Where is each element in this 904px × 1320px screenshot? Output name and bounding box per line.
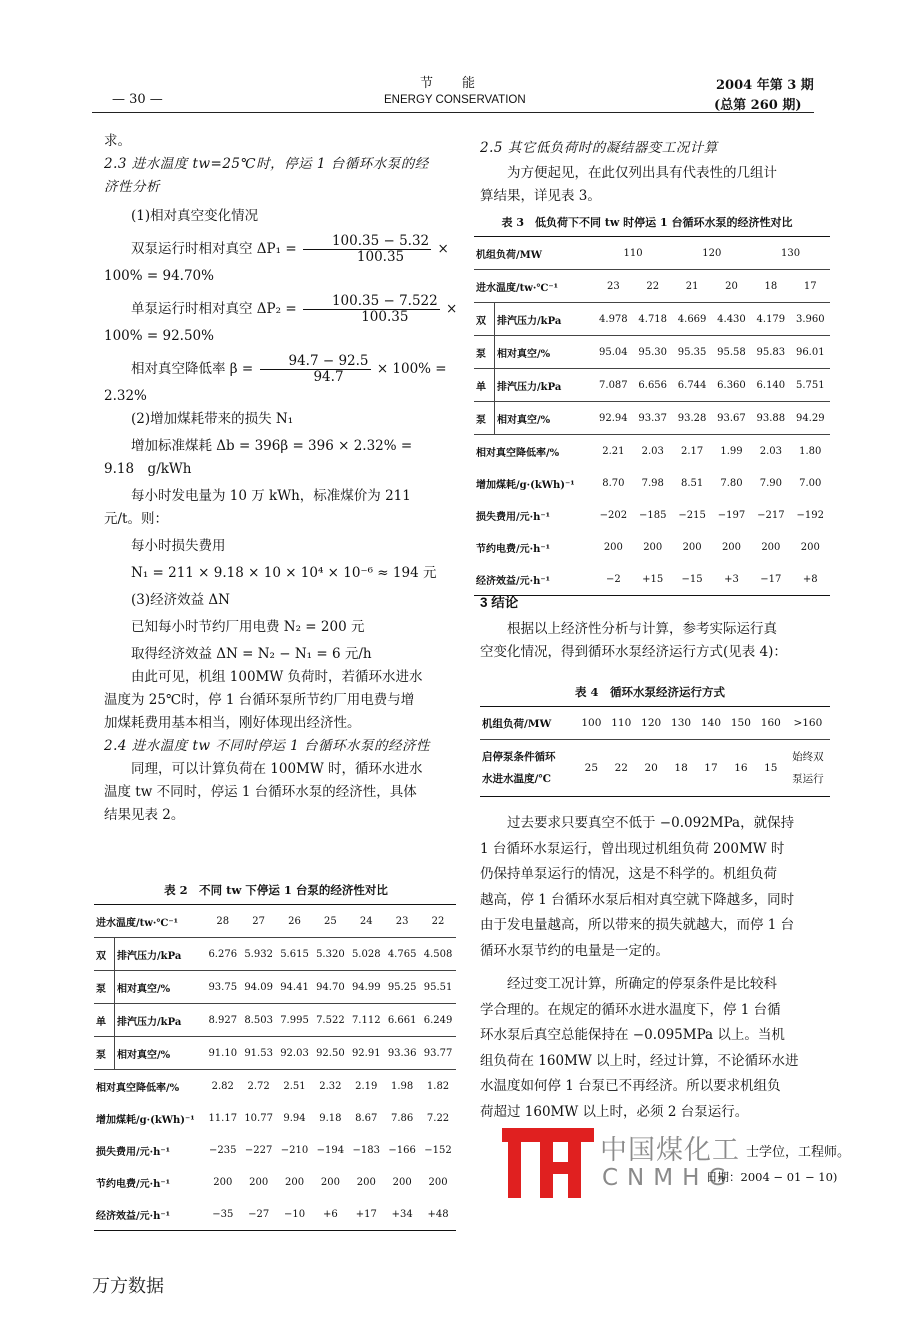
table3-cell: 5.751 <box>795 379 825 391</box>
table3-cell: 8.51 <box>680 477 704 489</box>
table2-cell: 200 <box>428 1176 448 1188</box>
table2-cell: 91.53 <box>244 1047 273 1059</box>
table3-cell: −197 <box>717 509 746 521</box>
table4-load: >160 <box>793 717 823 729</box>
right-column-conclusion <box>480 591 820 664</box>
table2-temp: 22 <box>431 915 445 927</box>
table4-last <box>786 740 830 797</box>
table3-row-label: 增加煤耗/g·(kWh)⁻¹ <box>476 479 575 491</box>
right-column-bottom <box>480 811 820 1125</box>
table4-temp: 18 <box>674 762 688 774</box>
table4 <box>480 706 830 797</box>
table3-row-label: 节约电费/元·h⁻¹ <box>476 543 551 555</box>
table4-cond-label <box>480 740 576 797</box>
table4-temp: 17 <box>704 762 718 774</box>
equation-label: 相对真空降低率 β = <box>131 361 254 377</box>
numerator: 94.7 − 92.5 <box>260 354 371 370</box>
table2-cell: 9.18 <box>319 1112 342 1124</box>
paragraph: 由此可见，机组 100MW 负荷时，若循环水进水 <box>131 669 423 685</box>
table3-load-label: 机组负荷/MW <box>476 249 542 261</box>
table2-cell: 94.70 <box>316 981 345 993</box>
table4-cond-label-line2: 水进水温度/℃ <box>482 773 551 785</box>
table2-cell: 94.99 <box>351 981 381 993</box>
table3-cell: 7.00 <box>799 477 822 489</box>
table3-cell: 93.28 <box>677 412 707 424</box>
table4-temp: 20 <box>644 762 658 774</box>
table3-cell: 2.03 <box>759 445 782 457</box>
table4-load-label: 机组负荷/MW <box>482 717 552 730</box>
table3-cell: 95.35 <box>677 346 707 358</box>
table2-cell: 8.503 <box>244 1014 273 1026</box>
table2-cell: 95.25 <box>387 981 417 993</box>
table3-cell: 96.01 <box>795 346 825 358</box>
paragraph: 温度 tw 不同时，停运 1 台循环水泵的经济性，具体 <box>104 784 417 800</box>
paragraph: 荷超过 160MW 以上时，必须 2 台泵运行。 <box>480 1103 749 1120</box>
equation-beta <box>104 354 454 385</box>
cnmhg-logo-icon <box>502 1128 594 1198</box>
table3-cell: −17 <box>760 573 782 585</box>
table3-cell: −202 <box>599 509 628 521</box>
paragraph: 由于发电量越高，所以带来的损失就越大，而停 1 台 <box>480 917 795 933</box>
table3-cell: 200 <box>800 541 820 553</box>
table2-cell: 93.75 <box>208 981 238 993</box>
equation-result: 2.32% <box>104 388 147 404</box>
table2-header-label: 进水温度/tw·℃⁻¹ <box>96 917 179 929</box>
table3-cell: 7.90 <box>759 477 782 489</box>
table3-cell: 6.744 <box>677 379 707 391</box>
table2-cell: 2.72 <box>247 1080 270 1092</box>
table2-cell: 2.32 <box>319 1080 342 1092</box>
table3-cell: 4.430 <box>717 313 746 325</box>
table2-caption: 表 2 不同 tw 下停运 1 台泵的经济性对比 <box>164 883 388 897</box>
table3-temp: 21 <box>685 280 699 292</box>
table2-temp: 26 <box>288 915 301 927</box>
table2-cell: 91.10 <box>208 1047 238 1059</box>
table3-row-label: 相对真空/% <box>497 414 551 426</box>
equation-n1: N₁ = 211 × 9.18 × 10 × 10⁴ × 10⁻⁶ ≈ 194 元 <box>131 565 437 581</box>
table2-cell: 2.51 <box>283 1080 306 1092</box>
table2-side-label: 泵 <box>94 971 115 1004</box>
subheading-1: (1)相对真空变化情况 <box>131 208 259 224</box>
received-date: 日期：2004 − 01 − 10) <box>706 1170 838 1184</box>
table2-cell: −210 <box>280 1144 309 1156</box>
table4-caption: 表 4 循环水泵经济运行方式 <box>574 685 725 699</box>
table2-row-label: 排汽压力/kPa <box>117 950 182 962</box>
table2-cell: 200 <box>213 1176 233 1188</box>
denominator: 100.35 <box>356 249 405 265</box>
table4-cond-label-line1: 启停泵条件循环 <box>482 751 556 763</box>
equation-result: 100% = 92.50% <box>104 328 214 344</box>
paragraph: 循环水泵节约的电量是一定的。 <box>480 942 669 959</box>
author-note: 士学位，工程师。 <box>746 1145 851 1160</box>
table2-row-label: 相对真空/% <box>117 1049 171 1061</box>
table2-cell: 95.51 <box>423 981 453 993</box>
table3-cell: 95.30 <box>638 346 668 358</box>
table2-row-label: 相对真空/% <box>117 983 171 995</box>
table4-temp: 16 <box>734 762 748 774</box>
table3-cell: 1.80 <box>799 445 822 457</box>
table3-row-label: 经济效益/元·h⁻¹ <box>476 575 551 587</box>
table3-cell: +3 <box>724 573 739 585</box>
table2-cell: 5.615 <box>280 948 309 960</box>
table4-load: 130 <box>671 717 692 729</box>
table3-row-label: 排汽压力/kPa <box>497 381 562 393</box>
table3-load: 120 <box>702 247 722 259</box>
table2-cell: 6.661 <box>387 1014 417 1026</box>
watermark-cn: 中国煤化工 <box>600 1135 740 1166</box>
table2-cell: −227 <box>244 1144 273 1156</box>
paragraph: 求。 <box>104 133 131 149</box>
table3-cell: 7.80 <box>720 477 743 489</box>
table2-cell: 200 <box>392 1176 412 1188</box>
table3-row-label: 排汽压力/kPa <box>497 315 562 327</box>
equation-dp1 <box>104 234 454 265</box>
table2-cell: 10.77 <box>244 1112 273 1124</box>
subheading-3: (3)经济效益 ΔN <box>131 592 230 608</box>
paragraph: 1 台循环水泵运行，曾出现过机组负荷 200MW 时 <box>480 840 785 857</box>
table2-cell: 5.320 <box>316 948 345 960</box>
table2-cell: 4.508 <box>423 948 453 960</box>
paragraph: 已知每小时节约厂用电费 N₂ = 200 元 <box>131 619 365 635</box>
table3-side-label: 泵 <box>474 402 495 435</box>
table2-cell: 92.03 <box>280 1047 309 1059</box>
paragraph: 根据以上经济性分析与计算，参考实际运行真 <box>507 621 777 637</box>
table3-row-label: 相对真空/% <box>497 348 551 360</box>
equation-result: 100% = 94.70% <box>104 268 214 284</box>
paragraph: 同理，可以计算负荷在 100MW 时，循环水进水 <box>131 761 423 777</box>
paragraph: 学合理的。在规定的循环水进水温度下，停 1 台循 <box>480 1001 781 1018</box>
table3-cell: 92.94 <box>599 412 628 424</box>
table2-cell: 4.765 <box>387 948 417 960</box>
table2-cell: −27 <box>248 1208 270 1220</box>
table3-cell: 94.29 <box>795 412 825 424</box>
table2-temp: 25 <box>324 915 337 927</box>
table3-cell: 4.179 <box>756 313 786 325</box>
table2 <box>94 904 456 1231</box>
table3-cell: 200 <box>721 541 742 553</box>
equation-label: 单泵运行时相对真空 ΔP₂ = <box>131 301 297 317</box>
table3-cell: 7.98 <box>641 477 664 489</box>
issue: 2004 年第 3 期 <box>716 78 814 93</box>
table3-cell: 2.03 <box>641 445 664 457</box>
paragraph: 水温度如何停 1 台泵已不再经济。所以要求机组负 <box>480 1078 781 1094</box>
paragraph: 增加标准煤耗 Δb = 396β = 396 × 2.32% = <box>131 438 413 454</box>
paragraph: 加煤耗费用基本相当，刚好体现出经济性。 <box>104 715 361 731</box>
table2-cell: 11.17 <box>208 1112 238 1124</box>
table4-load: 140 <box>700 717 721 729</box>
table3-cell: 3.960 <box>795 313 825 325</box>
table3-cell: 200 <box>643 541 663 553</box>
paragraph: 仍保持单泵运行的情况，这是不科学的。机组负荷 <box>480 866 777 882</box>
table3-cell: 95.58 <box>717 346 746 358</box>
table3-caption: 表 3 低负荷下不同 tw 时停运 1 台循环水泵的经济性对比 <box>501 216 793 229</box>
table3-cell: 6.656 <box>638 379 668 391</box>
table2-temp: 28 <box>216 915 230 927</box>
total-issue: (总第 260 期) <box>714 98 802 113</box>
times-sign: × <box>446 301 458 317</box>
table2-cell: −183 <box>352 1144 380 1156</box>
paragraph: 温度为 25℃时，停 1 台循环泵所节约厂用电费与增 <box>104 692 415 708</box>
table3-side-label: 双 <box>474 303 495 336</box>
section-heading-3: 3 结论 <box>480 595 519 610</box>
table3-cell: 200 <box>682 541 702 553</box>
table2-cell: 5.932 <box>244 948 273 960</box>
equation-label: 双泵运行时相对真空 ΔP₁ = <box>131 241 297 257</box>
table2-row-label: 相对真空降低率/% <box>96 1082 180 1094</box>
table2-cell: −166 <box>388 1144 416 1156</box>
table3-temp: 18 <box>764 280 778 292</box>
header-rule <box>92 112 814 113</box>
table3-cell: +8 <box>802 573 818 585</box>
table4-temp: 25 <box>584 762 599 774</box>
journal-title-en: ENERGY CONSERVATION <box>384 94 526 106</box>
paragraph: 环水泵后真空总能保持在 −0.095MPa 以上。当机 <box>480 1027 785 1043</box>
numerator: 100.35 − 7.522 <box>303 294 440 310</box>
table2-cell: 7.86 <box>391 1112 414 1124</box>
table3-cell: 2.21 <box>602 445 625 457</box>
source-label: 万方数据 <box>92 1276 164 1297</box>
table3-cell: 6.360 <box>717 379 746 391</box>
table2-cell: 200 <box>284 1176 305 1188</box>
table2-cell: +6 <box>323 1208 338 1220</box>
table3-temp-label: 进水温度/tw·℃⁻¹ <box>476 282 559 294</box>
table2-cell: 1.82 <box>426 1080 450 1092</box>
table3-cell: +15 <box>642 573 664 585</box>
table2-side-label: 双 <box>94 938 115 971</box>
table3-cell: 93.67 <box>717 412 746 424</box>
table3-cell: 2.17 <box>680 445 704 457</box>
table2-cell: 6.276 <box>208 948 238 960</box>
watermark-en: CNMHG <box>602 1165 736 1191</box>
table2-cell: 7.522 <box>316 1014 345 1026</box>
table3-cell: 6.140 <box>756 379 786 391</box>
table2-cell: 6.249 <box>423 1014 453 1026</box>
table2-cell: 200 <box>320 1176 340 1188</box>
numerator: 100.35 − 5.32 <box>303 234 431 250</box>
table3-cell: 200 <box>603 541 623 553</box>
fraction <box>303 234 431 265</box>
paragraph: 结果见表 2。 <box>104 807 185 823</box>
table2-cell: −152 <box>424 1144 452 1156</box>
equation-dp2 <box>104 293 458 325</box>
table2-row-label: 损失费用/元·h⁻¹ <box>96 1146 171 1158</box>
table3-cell: 1.99 <box>720 445 743 457</box>
table2-cell: 2.82 <box>211 1080 234 1092</box>
fraction <box>260 354 371 385</box>
table2-cell: +48 <box>427 1208 449 1220</box>
table3-cell: −217 <box>757 509 785 521</box>
paragraph: 经过变工况计算，所确定的停泵条件是比较科 <box>507 976 777 992</box>
table3-temp: 23 <box>606 280 620 292</box>
table2-cell: −35 <box>212 1208 234 1220</box>
table3-cell: −215 <box>678 509 706 521</box>
table2-cell: −235 <box>209 1144 237 1156</box>
table2-temp: 24 <box>359 915 373 927</box>
table3-side-label: 泵 <box>474 336 495 369</box>
table4-load: 100 <box>581 717 602 729</box>
table2-cell: 1.98 <box>391 1080 414 1092</box>
paragraph: 算结果，详见表 3。 <box>480 188 601 204</box>
table3-cell: 7.087 <box>599 379 628 391</box>
table3-row-label: 相对真空降低率/% <box>476 447 560 459</box>
journal-title-cn: 节 能 <box>420 76 477 91</box>
right-column-top <box>480 137 820 208</box>
section-heading-2-5: 2.5 其它低负荷时的凝结器变工况计算 <box>480 140 718 156</box>
table2-cell: −194 <box>316 1144 345 1156</box>
table2-cell: 7.995 <box>280 1014 309 1026</box>
table2-cell: 93.36 <box>387 1047 417 1059</box>
table2-cell: 5.028 <box>351 948 381 960</box>
denominator: 100.35 <box>361 309 409 325</box>
table2-cell: 200 <box>249 1176 269 1188</box>
table3-temp: 20 <box>725 280 738 292</box>
table2-cell: 8.927 <box>208 1014 238 1026</box>
table3-cell: 93.88 <box>756 412 786 424</box>
table3-load: 110 <box>623 247 643 259</box>
table2-cell: 94.09 <box>244 981 273 993</box>
table4-temp: 15 <box>764 762 778 774</box>
table3-cell: 4.718 <box>638 313 668 325</box>
equation-tail: × 100% = <box>376 361 447 377</box>
subheading-2: (2)增加煤耗带来的损失 N₁ <box>131 411 294 427</box>
table2-side-label: 单 <box>94 1004 115 1037</box>
times-sign: × <box>437 241 449 257</box>
paragraph: 空变化情况，得到循环水泵经济运行方式(见表 4)： <box>480 644 787 660</box>
table2-cell: 93.77 <box>423 1047 453 1059</box>
paragraph: 为方便起见，在此仅列出具有代表性的几组计 <box>507 165 777 181</box>
table3-cell: −185 <box>639 509 667 521</box>
table4-load: 150 <box>730 717 751 729</box>
table3-cell: 200 <box>761 541 781 553</box>
table2-cell: 8.67 <box>355 1112 378 1124</box>
denominator: 94.7 <box>313 369 344 385</box>
table3-cell: 4.669 <box>677 313 707 325</box>
paragraph: 9.18 g/kWh <box>104 461 192 477</box>
table2-cell: 92.50 <box>316 1047 345 1059</box>
table3-cell: −15 <box>681 573 703 585</box>
table2-temp: 23 <box>395 915 409 927</box>
table2-cell: 9.94 <box>283 1112 306 1124</box>
table2-row-label: 节约电费/元·h⁻¹ <box>96 1178 171 1190</box>
table3-cell: 95.04 <box>599 346 628 358</box>
table2-cell: +17 <box>355 1208 377 1220</box>
table2-row-label: 排汽压力/kPa <box>117 1016 182 1028</box>
table3-cell: 8.70 <box>602 477 625 489</box>
page-number: — 30 — <box>112 92 163 107</box>
paragraph: 元/t。则： <box>104 511 168 527</box>
table3-row-label: 损失费用/元·h⁻¹ <box>476 511 551 523</box>
table3-cell: 93.37 <box>638 412 668 424</box>
table2-cell: −10 <box>283 1208 306 1220</box>
paragraph: 组负荷在 160MW 以上时，经过计算，不论循环水进 <box>480 1052 799 1069</box>
table3 <box>474 236 830 596</box>
table3-cell: −2 <box>605 573 621 585</box>
table2-side-label: 泵 <box>94 1037 115 1070</box>
fraction <box>303 294 440 325</box>
table2-cell: 2.19 <box>355 1080 378 1092</box>
table4-load: 160 <box>760 717 781 729</box>
table4-load: 110 <box>611 717 632 729</box>
paragraph: 每小时发电量为 10 万 kWh，标准煤价为 211 <box>131 488 411 504</box>
paragraph: 取得经济效益 ΔN = N₂ − N₁ = 6 元/h <box>131 646 372 662</box>
table3-cell: 4.978 <box>599 313 628 325</box>
table3-load: 130 <box>781 247 801 259</box>
table3-temp: 17 <box>803 280 817 292</box>
table2-cell: 92.91 <box>351 1047 381 1059</box>
paragraph: 过去要求只要真空不低于 −0.092MPa，就保持 <box>507 815 795 831</box>
table4-last-line2: 泵运行 <box>792 773 824 785</box>
table2-cell: 7.112 <box>351 1014 381 1026</box>
section-heading-2-4: 2.4 进水温度 tw 不同时停运 1 台循环水泵的经济性 <box>104 738 430 754</box>
table4-load: 120 <box>641 717 662 729</box>
table3-cell: 95.83 <box>756 346 786 358</box>
table2-cell: +34 <box>391 1208 413 1220</box>
section-heading-2-3-cont: 济性分析 <box>104 179 160 195</box>
table2-row-label: 经济效益/元·h⁻¹ <box>96 1210 171 1222</box>
table3-side-label: 单 <box>474 369 495 402</box>
table2-cell: 94.41 <box>280 981 309 993</box>
table2-row-label: 增加煤耗/g·(kWh)⁻¹ <box>96 1114 195 1126</box>
table3-cell: −192 <box>796 509 824 521</box>
table3-temp: 22 <box>646 280 660 292</box>
table4-temp: 22 <box>614 762 628 774</box>
table2-cell: 200 <box>356 1176 376 1188</box>
paragraph: 每小时损失费用 <box>131 538 226 554</box>
section-heading-2-3: 2.3 进水温度 tw=25℃时，停运 1 台循环水泵的经 <box>104 156 429 172</box>
paragraph: 越高，停 1 台循环水泵后相对真空就下降越多，同时 <box>480 891 795 908</box>
table4-last-line1: 始终双 <box>792 751 824 763</box>
cnmhg-logo <box>502 1128 594 1198</box>
table2-cell: 7.22 <box>426 1112 450 1124</box>
left-column <box>104 130 458 827</box>
table2-temp: 27 <box>252 915 265 927</box>
